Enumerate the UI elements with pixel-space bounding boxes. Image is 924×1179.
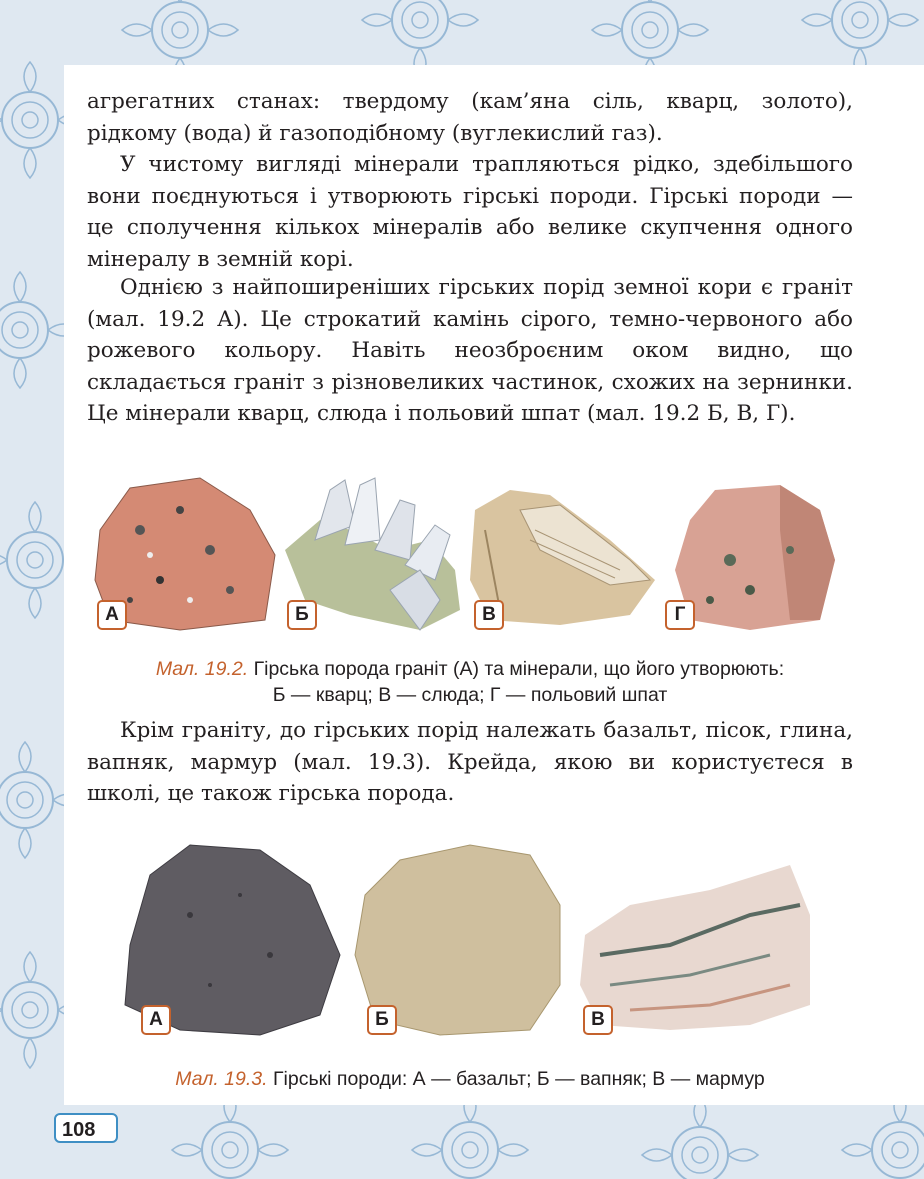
badge-b-quartz: Б xyxy=(287,600,317,630)
paragraph-2-text: У чистому вигляді мінерали трапляються рідко, здебільшого вони поєднуються і утворюють гірські породи. Гірські породи — це сполучення кількох мінералів або велике скупчення одного мінералу в земній корі. xyxy=(87,152,853,272)
caption-text-2: Гірські породи: А — базальт; Б — вапняк; В — мармур xyxy=(272,1068,765,1090)
caption-label-2: Мал. 19.3. xyxy=(175,1068,268,1090)
badge-a-basalt: А xyxy=(141,1005,171,1035)
badge-v-mica: В xyxy=(474,600,504,630)
figure-19-2-caption xyxy=(90,656,850,708)
paragraph-3 xyxy=(87,272,853,430)
badge-v-marble: В xyxy=(583,1005,613,1035)
feldspar-image xyxy=(675,485,835,630)
paragraph-2 xyxy=(87,149,853,275)
caption-line-1: Гірська порода граніт (А) та мінерали, що його утворюють: xyxy=(253,658,785,680)
paragraph-4-text: Крім граніту, до гірських порід належать базальт, пісок, глина, вапняк, мармур (мал. 19.3). Крейда, якою ви користуєтеся в школі, це також гірська порода. xyxy=(87,718,853,806)
figure-19-3-caption xyxy=(90,1066,850,1092)
badge-b-limestone: Б xyxy=(367,1005,397,1035)
figure-19-3-images xyxy=(110,835,830,1040)
badge-g-feldspar: Г xyxy=(665,600,695,630)
paragraph-3-text: Однією з найпоширеніших гірських порід земної кори є граніт (мал. 19.2 А). Це строкатий камінь сірого, темно-червоного або рожевого кольору. Навіть неозброєним оком видно, що складається граніт з різновеликих частинок, схожих на зернинки. Це мінерали кварц, слюда і польовий шпат (мал. 19.2 Б, В, Г). xyxy=(87,275,853,426)
caption-label: Мал. 19.2. xyxy=(155,658,249,680)
paragraph-1-text: агрегатних станах: твердому (кам’яна сіль, кварц, золото), рідкому (вода) й газоподібному (вуглекислий газ). xyxy=(87,89,853,146)
paragraph-1 xyxy=(87,86,853,149)
marble-image xyxy=(580,865,810,1030)
paragraph-4 xyxy=(87,715,853,810)
figure-19-2-images xyxy=(90,470,850,640)
caption-line-2: Б — кварц; В — слюда; Г — польовий шпат xyxy=(272,684,668,706)
page-number: 108 xyxy=(54,1113,118,1143)
badge-a-granite: А xyxy=(97,600,127,630)
